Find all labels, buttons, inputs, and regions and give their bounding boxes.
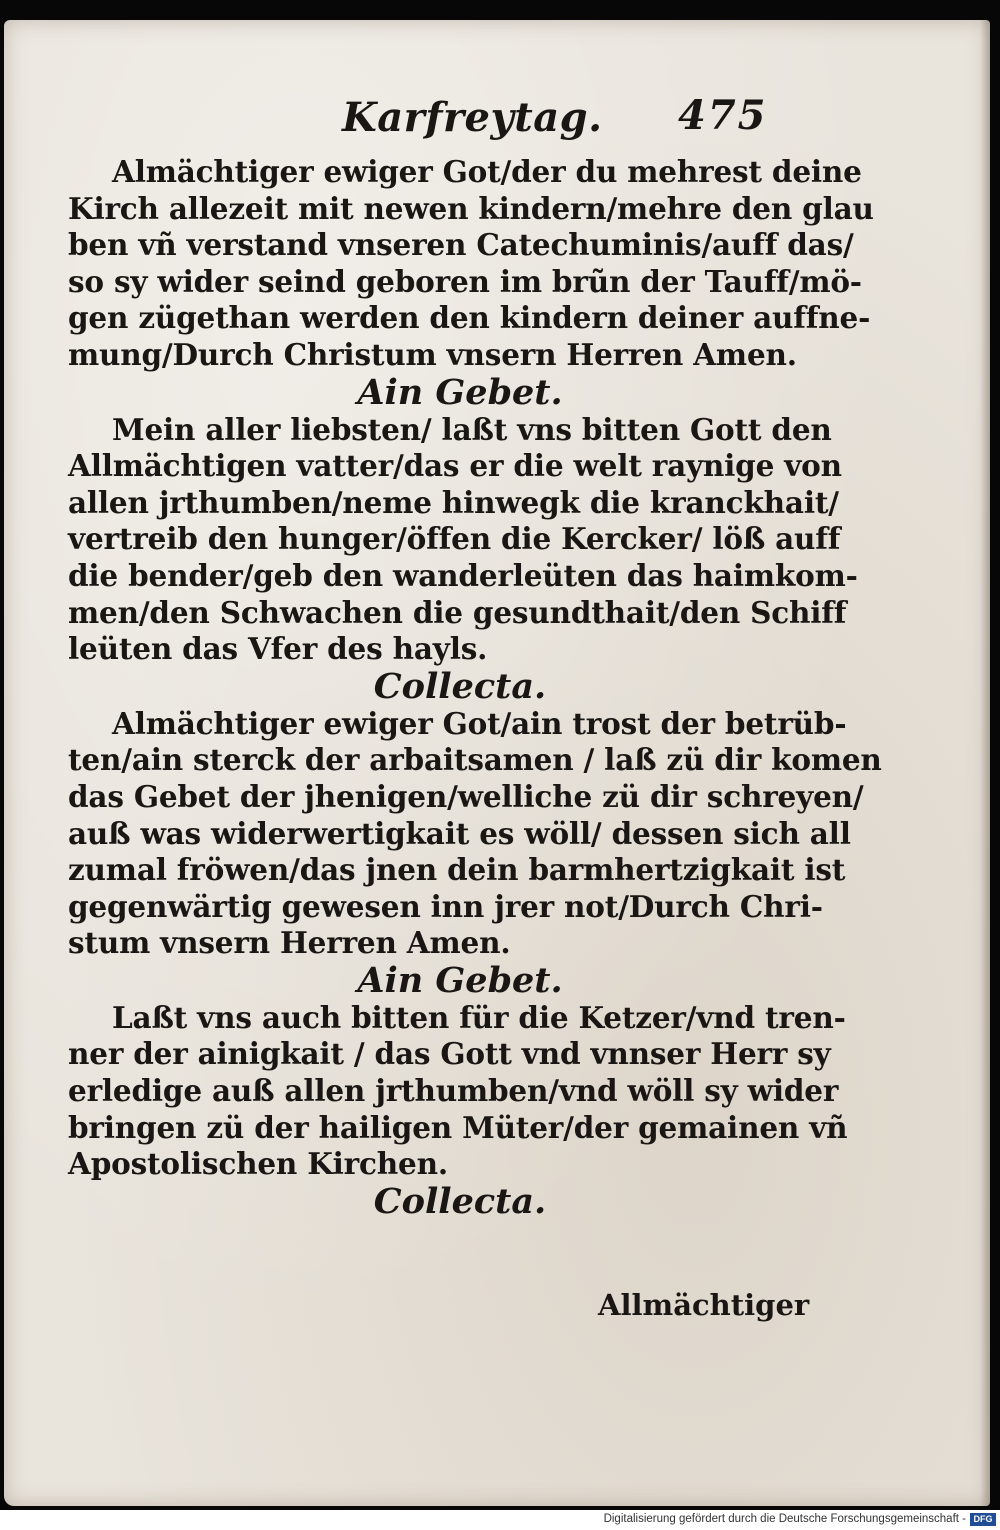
text-line: zumal fröwen/das jnen dein barmhertzigkait ist xyxy=(68,852,846,888)
text-line: Almächtiger ewiger Got/ain trost der betrüb- xyxy=(112,705,847,741)
catchword: Allmächtiger xyxy=(598,1288,810,1322)
prayer-paragraph-2 xyxy=(68,411,858,668)
text-line: allen jrthumben/neme hinwegk die kranckhait/ xyxy=(68,484,839,520)
prayer-paragraph-4 xyxy=(68,999,848,1183)
text-line: Almächtiger ewiger Got/der du mehrest deine xyxy=(112,154,862,189)
text-line: ben vñ verstand vnseren Catechuminis/auff das/ xyxy=(68,227,854,263)
text-line: vertreib den hunger/öffen die Kercker/ löß auff xyxy=(68,521,841,557)
running-head-title: Karfreytag. xyxy=(342,94,603,141)
text-line: stum vnsern Herren Amen. xyxy=(68,925,511,961)
section-heading: Ain Gebet. xyxy=(357,371,563,413)
digitization-footer xyxy=(0,1510,1000,1530)
text-line: Apostolischen Kirchen. xyxy=(68,1146,448,1182)
text-line: Laßt vns auch bitten für die Ketzer/vnd tren- xyxy=(112,999,846,1035)
text-line: ner der ainigkait / das Gott vnd vnnser Herr sy xyxy=(68,1036,831,1072)
text-block xyxy=(68,154,882,1222)
text-line: Kirch allezeit mit newen kindern/mehre den glau xyxy=(68,190,874,226)
prayer-paragraph-1 xyxy=(68,154,874,374)
page-number: 475 xyxy=(678,92,768,139)
text-line: so sy wider seind geboren im brũn der Tauff/mö- xyxy=(68,263,862,299)
text-line: men/den Schwachen die gesundthait/den Schiff xyxy=(68,594,847,630)
text-line: auß was widerwertigkait es wöll/ dessen sich all xyxy=(68,815,851,851)
text-line: mung/Durch Christum vnsern Herren Amen. xyxy=(68,336,797,372)
running-head xyxy=(4,94,990,154)
text-line: erledige auß allen jrthumben/vnd wöll sy wider xyxy=(68,1073,839,1109)
dfg-logo-icon: DFG xyxy=(970,1513,996,1526)
text-line: ten/ain sterck der arbaitsamen / laß zü dir komen xyxy=(68,742,882,778)
text-line: leüten das Vfer des hayls. xyxy=(68,631,488,667)
page-edge-shadow xyxy=(980,20,990,1506)
text-line: die bender/geb den wanderleüten das haimkom- xyxy=(68,557,858,593)
section-heading: Ain Gebet. xyxy=(357,959,563,1001)
text-line: Mein aller liebsten/ laßt vns bitten Gott den xyxy=(112,411,832,447)
text-line: gegenwärtig gewesen inn jrer not/Durch Chri- xyxy=(68,888,823,924)
section-heading: Collecta. xyxy=(373,1180,547,1222)
text-line: das Gebet der jhenigen/welliche zü dir schreyen/ xyxy=(68,778,864,814)
section-heading: Collecta. xyxy=(373,665,547,707)
prayer-paragraph-3 xyxy=(68,705,882,962)
book-page xyxy=(4,20,990,1506)
text-line: Allmächtigen vatter/das er die welt raynige von xyxy=(68,448,842,484)
text-line: bringen zü der hailigen Müter/der gemainen vñ xyxy=(68,1109,848,1145)
footer-credit: Digitalisierung gefördert durch die Deutsche Forschungsgemeinschaft - xyxy=(603,1513,966,1525)
text-line: gen zügethan werden den kindern deiner auffne- xyxy=(68,300,871,336)
